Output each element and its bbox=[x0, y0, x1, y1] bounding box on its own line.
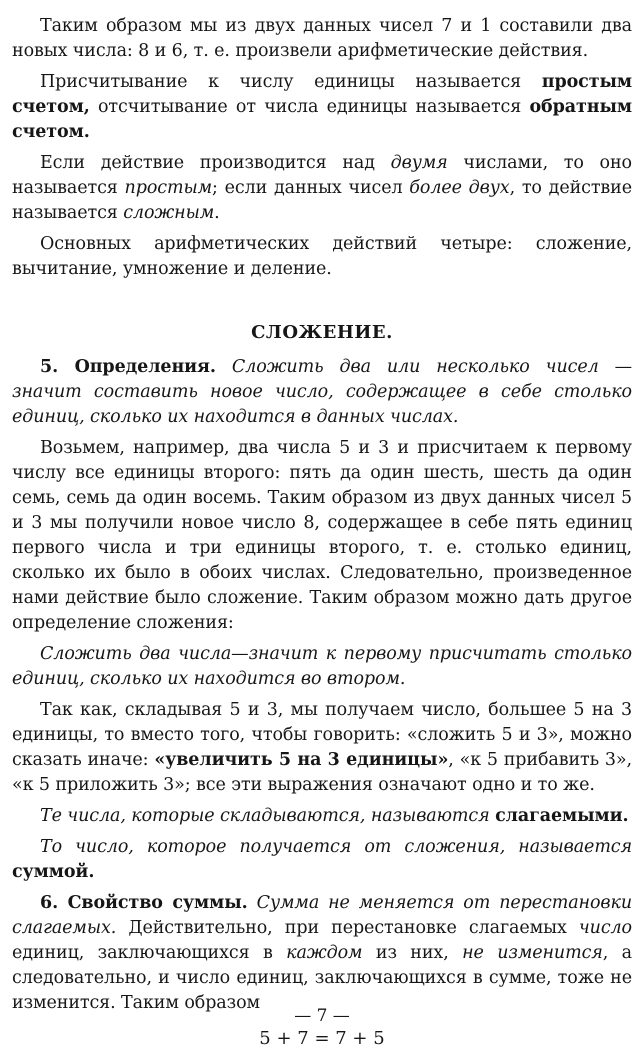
simple-complex-text-3: ; если данных чисел bbox=[212, 178, 410, 198]
page-number: — 7 — bbox=[294, 1006, 350, 1026]
definitions-text: Сложить два или несколько чисел — значит составить новое число, содержащее в себе столько единиц, сколько их находится в данных числах. bbox=[12, 357, 632, 427]
counting-text-2: отсчитывание от числа единицы называется bbox=[89, 97, 530, 117]
emph-two: двумя bbox=[390, 153, 448, 173]
paragraph-alt-definition bbox=[12, 642, 632, 692]
section-heading: СЛОЖЕНИЕ. bbox=[251, 322, 393, 343]
addends-text: Те числа, которые складываются, называются bbox=[40, 806, 496, 826]
paragraph-intro-text: Таким образом мы из двух данных чисел 7 и 1 составили два новых числа: 8 и 6, т. е. произвели арифметические действия. bbox=[12, 16, 632, 61]
synonyms-text-2: , «к 5 прибавить 3», «к 5 приложить 3»; все эти выражения означают одно и то же. bbox=[12, 750, 632, 795]
synonym-increase: «увеличить 5 на 3 единицы» bbox=[154, 750, 449, 770]
sum-property-label: 6. Свойство суммы. bbox=[40, 893, 248, 913]
formula-commutative: 5 + 7 = 7 + 5 bbox=[259, 1028, 385, 1049]
example-text: Возьмем, например, два числа 5 и 3 и присчитаем к первому числу все единицы второго: пять да один шесть, шесть да один семь, семь да один восемь. Таким образом из двух данных чисел 5 и 3 мы получили новое число 8, содержащее в себе пять единиц первого числа и три единицы второго, т. е. столько единиц, сколько их было в обоих числах. Следовательно, произведенное нами действие было сложение. Таким образом можно дать другое определение сложения: bbox=[12, 438, 632, 633]
paragraph-counting bbox=[12, 70, 632, 145]
sum-property-text-2: единиц, заключающихся в bbox=[12, 943, 287, 963]
simple-complex-text-1: Если действие производится над bbox=[40, 153, 391, 173]
definitions-label: 5. Определения. bbox=[40, 357, 216, 377]
paragraph-simple-complex bbox=[12, 151, 632, 226]
sum-property-text-4: , а следовательно, и число единиц, заключающихся в сумме, тоже не изменится. Таким образом bbox=[12, 943, 632, 1013]
emph-each: каждом bbox=[286, 943, 363, 963]
paragraph-four-operations bbox=[12, 232, 632, 282]
paragraph-synonyms bbox=[12, 698, 632, 798]
term-simple-count: простым счетом, bbox=[12, 72, 632, 117]
term-reverse-count: обратным счетом. bbox=[12, 97, 632, 142]
four-operations-text: Основных арифметических действий четыре: сложение, вычитание, умножение и деление. bbox=[12, 234, 632, 279]
paragraph-intro bbox=[12, 14, 632, 64]
paragraph-sum-property bbox=[12, 891, 632, 1016]
emph-number: число bbox=[578, 918, 632, 938]
emph-simple: простым bbox=[124, 178, 213, 198]
term-addends: слагаемыми. bbox=[495, 806, 629, 826]
emph-not-change: не изменится bbox=[462, 943, 603, 963]
sum-property-text-3: из них, bbox=[362, 943, 463, 963]
sum-property-rule: Сумма не меняется от перестановки слагаемых. bbox=[12, 893, 632, 938]
simple-complex-text-2: числами, то оно называется bbox=[12, 153, 632, 198]
emph-more-than-two: более двух bbox=[409, 178, 510, 198]
sum-property-text-1: Действительно, при перестановке слагаемых bbox=[116, 918, 579, 938]
simple-complex-text-4: , то действие называется bbox=[12, 178, 633, 223]
paragraph-definitions bbox=[12, 355, 632, 430]
emph-complex: сложным bbox=[123, 203, 215, 223]
paragraph-sum bbox=[12, 835, 632, 885]
synonyms-text-1: Так как, складывая 5 и 3, мы получаем число, большее 5 на 3 единицы, то вместо того, чтобы говорить: «сложить 5 и 3», можно сказать иначе: bbox=[12, 700, 632, 770]
paragraph-example bbox=[12, 436, 632, 636]
alt-definition-text: Сложить два числа—значит к первому присчитать столько единиц, сколько их находится во втором. bbox=[12, 644, 632, 689]
counting-text-1: Присчитывание к числу единицы называется bbox=[40, 72, 542, 92]
simple-complex-text-5: . bbox=[214, 203, 220, 223]
paragraph-addends bbox=[12, 804, 632, 829]
sum-text: То число, которое получается от сложения, называется bbox=[40, 837, 632, 857]
term-sum: суммой. bbox=[12, 862, 95, 882]
